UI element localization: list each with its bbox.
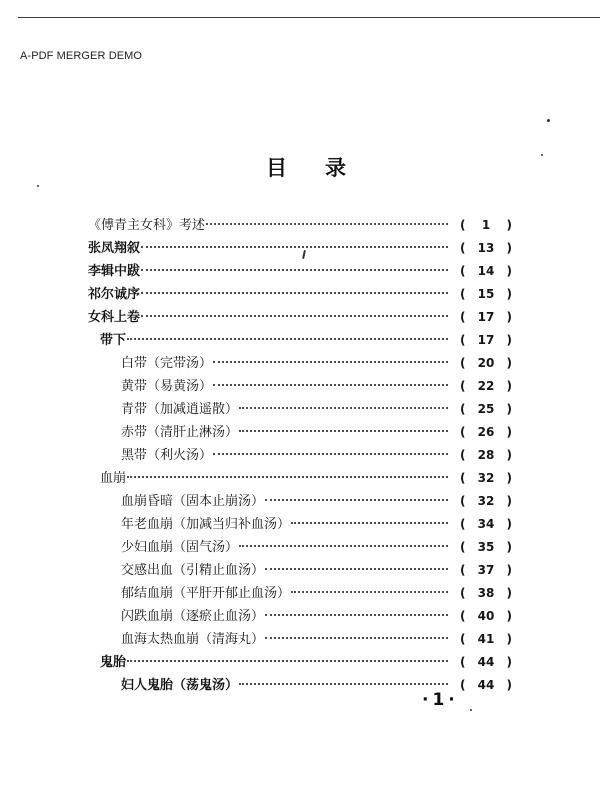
open-paren: ( xyxy=(460,540,466,554)
toc-dot-leader xyxy=(213,361,448,363)
toc-page-number: 44 xyxy=(477,655,495,669)
scan-speck xyxy=(470,709,472,711)
scan-speck xyxy=(541,154,543,156)
toc-entry-title: 鬼胎 xyxy=(100,655,127,670)
toc-entry-page xyxy=(450,241,512,255)
toc-entry-title: 赤带（清肝止淋汤） xyxy=(121,425,239,440)
toc-page-number: 32 xyxy=(477,471,495,485)
toc-entry-page xyxy=(450,310,512,324)
open-paren: ( xyxy=(460,609,466,623)
close-paren: ) xyxy=(506,586,512,600)
toc-entry-title: 少妇血崩（固气汤） xyxy=(121,540,239,555)
toc-page-number: 41 xyxy=(477,632,495,646)
toc-entry-title: 青带（加减逍遥散） xyxy=(121,402,239,417)
toc-dot-leader xyxy=(239,430,448,432)
open-paren: ( xyxy=(460,218,466,232)
close-paren: ) xyxy=(506,563,512,577)
toc-entry xyxy=(88,490,512,513)
table-of-contents xyxy=(88,214,512,697)
close-paren: ) xyxy=(506,517,512,531)
toc-dot-leader xyxy=(239,545,448,547)
toc-dot-leader xyxy=(127,476,448,478)
toc-entry-title: 妇人鬼胎（荡鬼汤） xyxy=(121,678,239,693)
toc-entry-page xyxy=(450,609,512,623)
toc-page-number: 14 xyxy=(477,264,495,278)
open-paren: ( xyxy=(460,241,466,255)
toc-page-number: 28 xyxy=(477,448,495,462)
scan-speck xyxy=(547,119,550,122)
open-paren: ( xyxy=(460,287,466,301)
close-paren: ) xyxy=(506,425,512,439)
toc-page-number: 22 xyxy=(477,379,495,393)
toc-entry xyxy=(88,421,512,444)
toc-entry-title: 白带（完带汤） xyxy=(121,356,213,371)
toc-dot-leader xyxy=(291,591,448,593)
toc-dot-leader xyxy=(141,292,448,294)
toc-page-number: 17 xyxy=(477,333,495,347)
open-paren: ( xyxy=(460,586,466,600)
close-paren: ) xyxy=(506,310,512,324)
toc-entry xyxy=(88,467,512,490)
scan-speck xyxy=(37,185,39,187)
toc-page-number: 20 xyxy=(477,356,495,370)
toc-page-number: 32 xyxy=(477,494,495,508)
toc-entry-page xyxy=(450,218,512,232)
toc-entry-page xyxy=(450,517,512,531)
toc-entry-title: 郁结血崩（平肝开郁止血汤） xyxy=(121,586,291,601)
page-number: ·1· xyxy=(422,690,459,710)
top-rule xyxy=(18,17,600,18)
toc-entry-page xyxy=(450,655,512,669)
toc-entry-page xyxy=(450,471,512,485)
toc-dot-leader xyxy=(239,407,448,409)
close-paren: ) xyxy=(506,609,512,623)
toc-page-number: 13 xyxy=(477,241,495,255)
toc-page-number: 25 xyxy=(477,402,495,416)
toc-entry-title: 年老血崩（加减当归补血汤） xyxy=(121,517,291,532)
toc-dot-leader xyxy=(213,453,448,455)
open-paren: ( xyxy=(460,563,466,577)
toc-entry-page xyxy=(450,586,512,600)
page-title: 目录 xyxy=(266,156,384,180)
open-paren: ( xyxy=(460,356,466,370)
toc-entry-page xyxy=(450,333,512,347)
toc-entry-title: 黑带（利火汤） xyxy=(121,448,213,463)
toc-entry-page xyxy=(450,563,512,577)
toc-entry xyxy=(88,352,512,375)
toc-entry xyxy=(88,513,512,536)
toc-page-number: 26 xyxy=(477,425,495,439)
open-paren: ( xyxy=(460,678,466,692)
toc-page-number: 1 xyxy=(481,218,491,232)
toc-dot-leader xyxy=(127,338,448,340)
toc-page-number: 34 xyxy=(477,517,495,531)
toc-entry xyxy=(88,559,512,582)
close-paren: ) xyxy=(506,655,512,669)
toc-dot-leader xyxy=(265,637,448,639)
toc-dot-leader xyxy=(213,384,448,386)
toc-entry-page xyxy=(450,264,512,278)
toc-page-number: 37 xyxy=(477,563,495,577)
toc-entry xyxy=(88,628,512,651)
close-paren: ) xyxy=(506,379,512,393)
toc-entry-title: 交感出血（引精止血汤） xyxy=(121,563,265,578)
toc-entry-title: 血海太热血崩（清海丸） xyxy=(121,632,265,647)
close-paren: ) xyxy=(506,402,512,416)
toc-entry-title: 血崩昏暗（固本止崩汤） xyxy=(121,494,265,509)
close-paren: ) xyxy=(506,218,512,232)
toc-entry-page xyxy=(450,356,512,370)
open-paren: ( xyxy=(460,333,466,347)
toc-page-number: 38 xyxy=(477,586,495,600)
watermark-label: A-PDF MERGER DEMO xyxy=(20,50,143,62)
toc-dot-leader xyxy=(141,246,448,248)
toc-entry xyxy=(88,536,512,559)
toc-dot-leader xyxy=(265,499,448,501)
toc-dot-leader xyxy=(127,660,448,662)
close-paren: ) xyxy=(506,632,512,646)
open-paren: ( xyxy=(460,632,466,646)
close-paren: ) xyxy=(506,241,512,255)
open-paren: ( xyxy=(460,494,466,508)
toc-dot-leader xyxy=(291,522,448,524)
toc-entry-page xyxy=(450,632,512,646)
close-paren: ) xyxy=(506,540,512,554)
toc-page-number: 15 xyxy=(477,287,495,301)
open-paren: ( xyxy=(460,471,466,485)
toc-entry-page xyxy=(450,540,512,554)
open-paren: ( xyxy=(460,448,466,462)
close-paren: ) xyxy=(506,356,512,370)
toc-entry-title: 张凤翔叙 xyxy=(88,241,141,256)
toc-entry xyxy=(88,237,512,260)
open-paren: ( xyxy=(460,655,466,669)
toc-entry-page xyxy=(450,402,512,416)
toc-entry-page xyxy=(450,448,512,462)
toc-entry-title: 带下 xyxy=(100,333,127,348)
toc-dot-leader xyxy=(265,568,448,570)
toc-entry-page xyxy=(450,494,512,508)
toc-entry-page xyxy=(450,425,512,439)
toc-entry-title: 女科上卷 xyxy=(88,310,141,325)
toc-entry xyxy=(88,214,512,237)
close-paren: ) xyxy=(506,333,512,347)
open-paren: ( xyxy=(460,264,466,278)
toc-page-number: 35 xyxy=(477,540,495,554)
close-paren: ) xyxy=(506,494,512,508)
toc-entry-title: 《傅青主女科》考述 xyxy=(88,218,206,233)
open-paren: ( xyxy=(460,402,466,416)
close-paren: ) xyxy=(506,287,512,301)
toc-dot-leader xyxy=(206,223,448,225)
toc-entry-title: 闪跌血崩（逐瘀止血汤） xyxy=(121,609,265,624)
toc-entry-title: 祁尔诚序 xyxy=(88,287,141,302)
toc-entry xyxy=(88,283,512,306)
toc-page-number: 44 xyxy=(477,678,495,692)
close-paren: ) xyxy=(506,448,512,462)
toc-entry xyxy=(88,306,512,329)
open-paren: ( xyxy=(460,379,466,393)
toc-entry xyxy=(88,398,512,421)
close-paren: ) xyxy=(506,264,512,278)
toc-entry-title: 血崩 xyxy=(100,471,127,486)
open-paren: ( xyxy=(460,425,466,439)
close-paren: ) xyxy=(506,471,512,485)
toc-entry-page xyxy=(450,379,512,393)
toc-page-number: 40 xyxy=(477,609,495,623)
toc-dot-leader xyxy=(141,269,448,271)
toc-entry xyxy=(88,444,512,467)
toc-dot-leader xyxy=(265,614,448,616)
open-paren: ( xyxy=(460,310,466,324)
toc-entry xyxy=(88,605,512,628)
toc-entry-title: 李辑中跋 xyxy=(88,264,141,279)
close-paren: ) xyxy=(506,678,512,692)
toc-entry xyxy=(88,329,512,352)
toc-entry-page xyxy=(450,678,512,692)
toc-entry-title: 黄带（易黄汤） xyxy=(121,379,213,394)
toc-entry-page xyxy=(450,287,512,301)
toc-page-number: 17 xyxy=(477,310,495,324)
toc-entry xyxy=(88,375,512,398)
open-paren: ( xyxy=(460,517,466,531)
toc-entry xyxy=(88,582,512,605)
toc-entry xyxy=(88,260,512,283)
toc-dot-leader xyxy=(141,315,448,317)
toc-entry xyxy=(88,651,512,674)
toc-dot-leader xyxy=(239,683,448,685)
